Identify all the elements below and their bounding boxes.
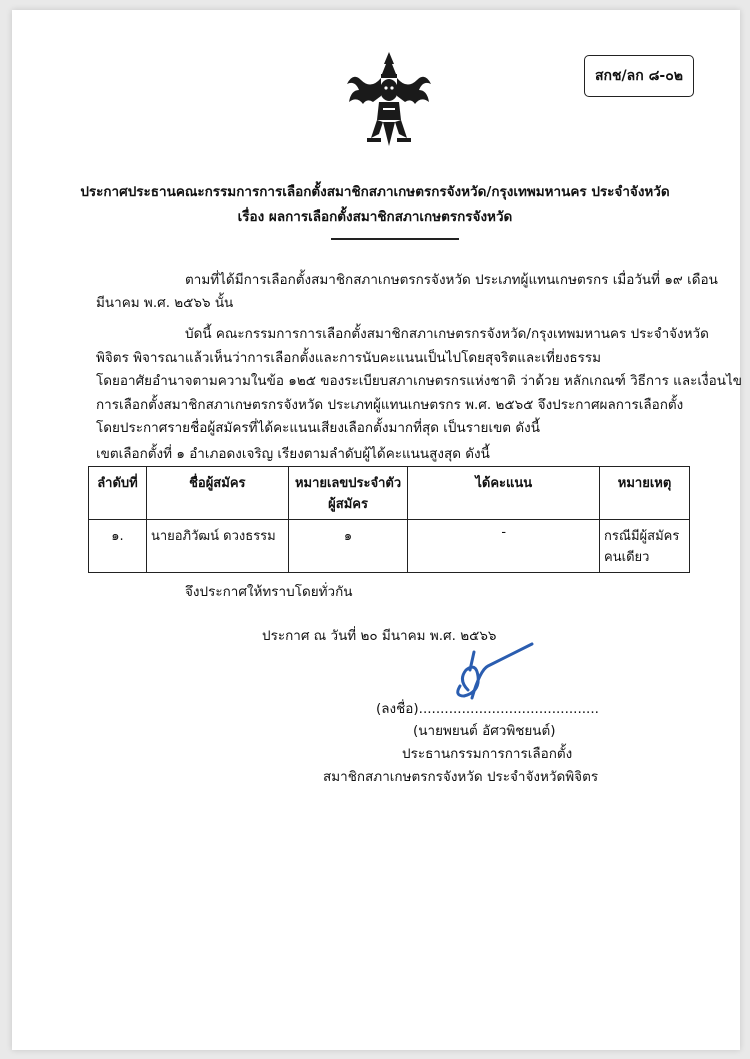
signer-title-2: สมาชิกสภาเกษตรกรจังหวัด ประจำจังหวัดพิจิตร (323, 769, 599, 785)
cell-remark: กรณีมีผู้สมัคร คนเดียว (600, 520, 690, 573)
paragraph2-line2: พิจิตร พิจารณาแล้วเห็นว่าการเลือกตั้งและการนับคะแนนเป็นไปโดยสุจริตและเที่ยงธรรม (96, 350, 602, 366)
document-title: ประกาศประธานคณะกรรมการการเลือกตั้งสมาชิกสภาเกษตรกรจังหวัด/กรุงเทพมหานคร ประจำจังหวัด (80, 184, 670, 200)
announce-text: จึงประกาศให้ทราบโดยทั่วกัน (185, 584, 353, 600)
paragraph2-line3: โดยอาศัยอำนาจตามความในข้อ ๑๒๕ ของระเบียบสภาเกษตรกรแห่งชาติ ว่าด้วย หลักเกณฑ์ วิธีการ และเงื่อนไข (96, 373, 742, 389)
garuda-emblem-icon (343, 50, 435, 150)
paragraph2-line4: การเลือกตั้งสมาชิกสภาเกษตรกรจังหวัด ประเภทผู้แทนเกษตรกร พ.ศ. ๒๕๖๕ จึงประกาศผลการเลือกตั้ง (96, 397, 684, 413)
paragraph1-line2: มีนาคม พ.ศ. ๒๕๖๖ นั้น (96, 295, 234, 311)
table-header-row (89, 467, 690, 520)
header-remark: หมายเหตุ (600, 467, 690, 520)
paragraph2-line1: บัดนี้ คณะกรรมการการเลือกตั้งสมาชิกสภาเกษตรกรจังหวัด/กรุงเทพมหานคร ประจำจังหวัด (185, 326, 709, 342)
announce-date: ประกาศ ณ วันที่ ๒๐ มีนาคม พ.ศ. ๒๕๖๖ (262, 628, 497, 644)
form-code-box: สกช/ลก ๘-๐๒ (584, 55, 694, 97)
signer-name: (นายพยนต์ อัศวพิชยนต์) (413, 723, 556, 739)
cell-order: ๑. (89, 520, 147, 573)
district-heading: เขตเลือกตั้งที่ ๑ อำเภอดงเจริญ เรียงตามลำดับผู้ได้คะแนนสูงสุด ดังนี้ (96, 446, 490, 462)
paragraph2-line5: โดยประกาศรายชื่อผู้สมัครที่ได้คะแนนเสียงเลือกตั้งมากที่สุด เป็นรายเขต ดังนี้ (96, 420, 540, 436)
header-score: ได้คะแนน (408, 467, 600, 520)
cell-score: - (408, 520, 600, 573)
title-divider (331, 238, 459, 240)
cell-candidate-number: ๑ (288, 520, 408, 573)
header-candidate-number: หมายเลขประจำตัว ผู้สมัคร (288, 467, 408, 520)
results-table (88, 466, 690, 573)
cell-candidate-name: นายอภิวัฒน์ ดวงธรรม (146, 520, 288, 573)
header-order: ลำดับที่ (89, 467, 147, 520)
signer-title-1: ประธานกรรมการการเลือกตั้ง (402, 746, 573, 762)
signature-line: (ลงชื่อ).......................................... (376, 701, 599, 717)
header-candidate-name: ชื่อผู้สมัคร (146, 467, 288, 520)
paragraph1-line1: ตามที่ได้มีการเลือกตั้งสมาชิกสภาเกษตรกรจังหวัด ประเภทผู้แทนเกษตรกร เมื่อวันที่ ๑๙ เดือน (185, 272, 718, 288)
document-subject: เรื่อง ผลการเลือกตั้งสมาชิกสภาเกษตรกรจังหวัด (237, 209, 513, 225)
table-row (89, 520, 690, 573)
